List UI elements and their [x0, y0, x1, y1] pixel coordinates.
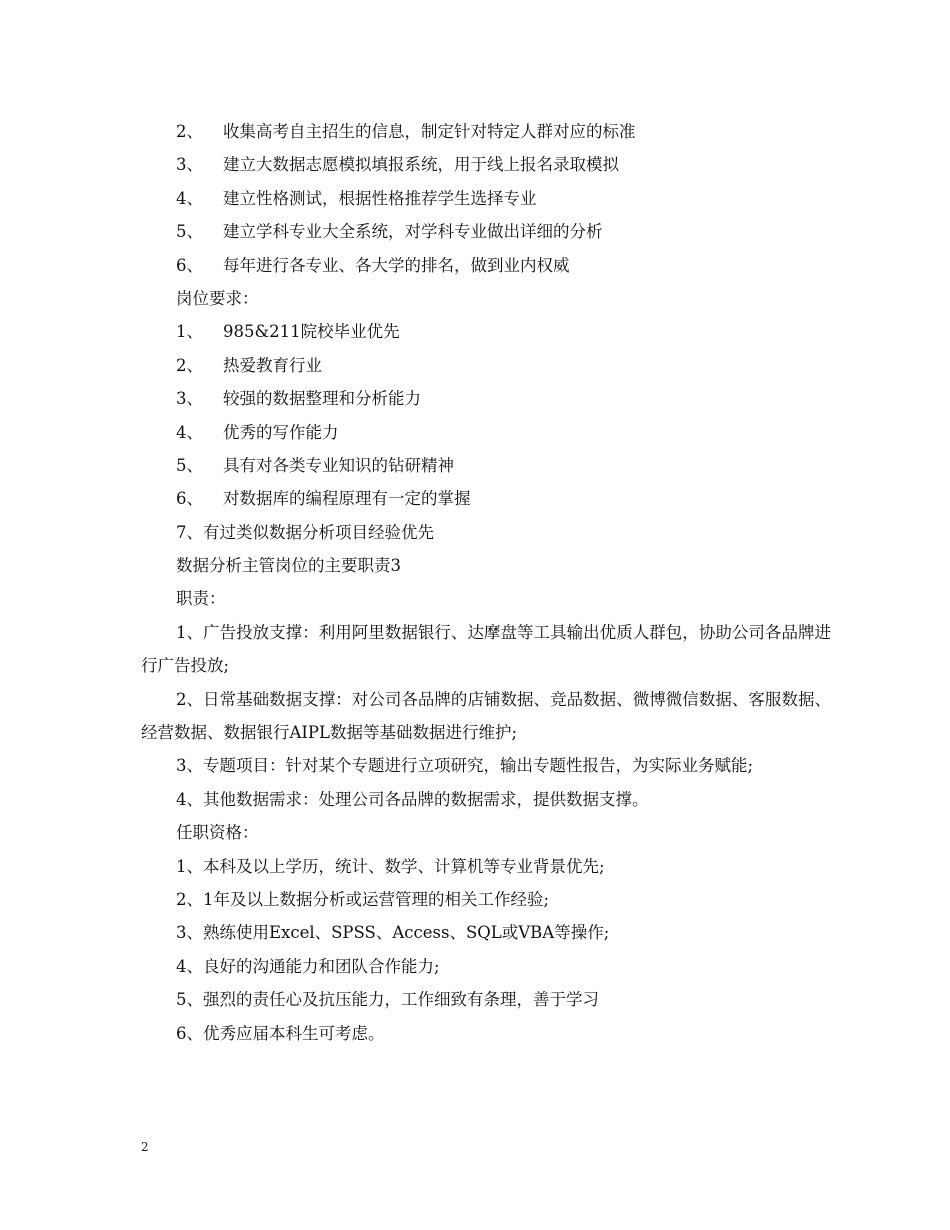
list-item: 2、 收集高考自主招生的信息，制定针对特定人群对应的标准: [176, 122, 636, 141]
page-number: 2: [141, 1140, 149, 1154]
list-item: 4、 建立性格测试，根据性格推荐学生选择专业: [176, 188, 537, 208]
duty-paragraph: 2、日常基础数据支撑：对公司各品牌的店铺数据、竞品数据、微博微信数据、客服数据、经营数据、数据银行AIPL数据等基础数据进行维护;: [141, 689, 831, 743]
duty-paragraph: 3、专题项目：针对某个专题进行立项研究，输出专题性报告，为实际业务赋能;: [176, 756, 754, 776]
qualifications-heading: 任职资格：: [176, 823, 259, 843]
duty-paragraph: 4、其他数据需求：处理公司各品牌的数据需求，提供数据支撑。: [176, 789, 649, 809]
list-item: 6、优秀应届本科生可考虑。: [176, 1023, 385, 1043]
requirements-heading: 岗位要求：: [176, 288, 259, 308]
list-item: 4、良好的沟通能力和团队合作能力;: [176, 956, 440, 976]
section-title: 数据分析主管岗位的主要职责3: [176, 556, 401, 576]
list-item: 2、 热爱教育行业: [176, 355, 322, 375]
list-item: 6、 对数据库的编程原理有一定的掌握: [176, 489, 471, 509]
list-item: 3、 建立大数据志愿模拟填报系统，用于线上报名录取模拟: [176, 155, 619, 175]
list-item: 2、1年及以上数据分析或运营管理的相关工作经验;: [176, 890, 550, 910]
list-item: 7、有过类似数据分析项目经验优先: [176, 522, 434, 542]
list-item: 5、强烈的责任心及抗压能力，工作细致有条理，善于学习: [176, 990, 599, 1010]
duty-paragraph: 1、广告投放支撑：利用阿里数据银行、达摩盘等工具输出优质人群包，协助公司各品牌进行广告投放;: [141, 622, 831, 676]
list-item: 6、 每年进行各专业、各大学的排名，做到业内权威: [176, 255, 570, 275]
list-item: 4、 优秀的写作能力: [176, 422, 339, 442]
duties-heading: 职责：: [176, 589, 226, 609]
list-item: 3、 较强的数据整理和分析能力: [176, 389, 421, 409]
list-item: 5、 建立学科专业大全系统，对学科专业做出详细的分析: [176, 222, 603, 242]
page-body: [141, 115, 831, 1050]
list-item: 3、熟练使用Excel、SPSS、Access、SQL或VBA等操作;: [176, 923, 610, 943]
list-item: 1、 985&211院校毕业优先: [176, 322, 400, 342]
list-item: 1、本科及以上学历，统计、数学、计算机等专业背景优先;: [176, 856, 605, 876]
list-item: 5、 具有对各类专业知识的钻研精神: [176, 455, 454, 475]
